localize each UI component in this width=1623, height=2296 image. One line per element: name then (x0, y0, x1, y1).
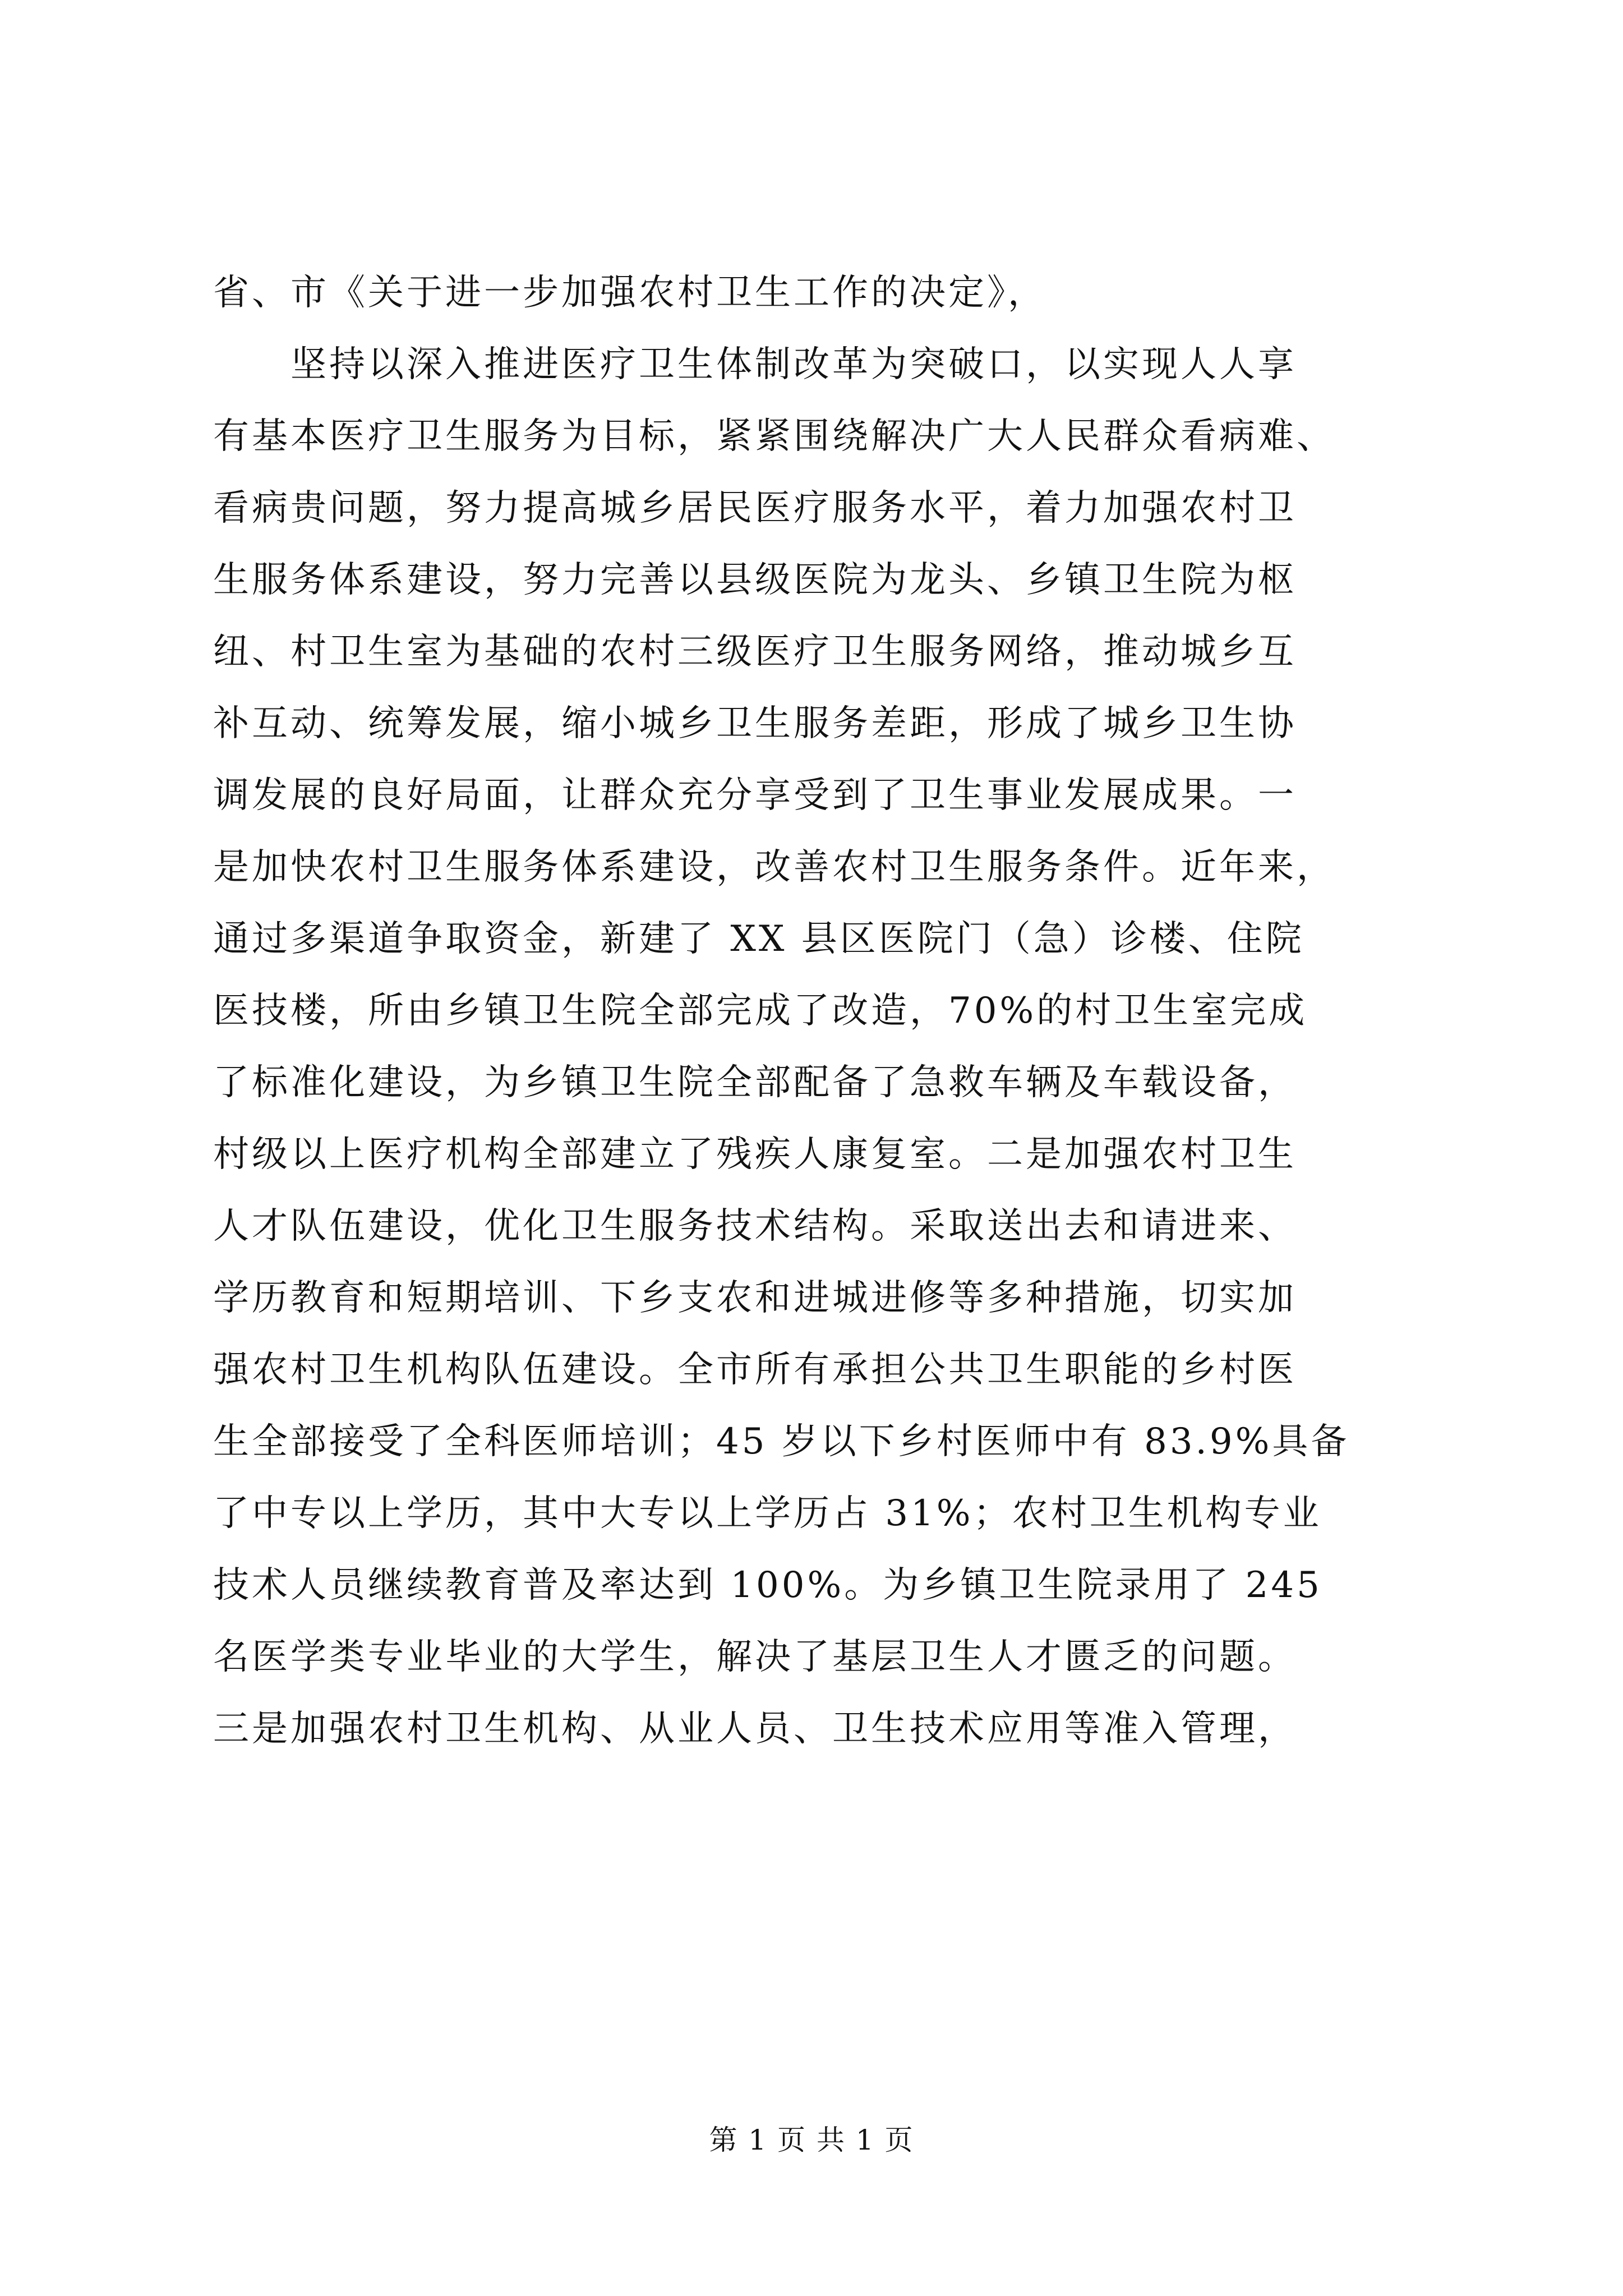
text-line: 医技楼，所由乡镇卫生院全部完成了改造，70%的村卫生室完成 (213, 990, 1308, 1032)
text-line: 通过多渠道争取资金，新建了 XX 县区医院门（急）诊楼、住院 (213, 918, 1304, 960)
text-line: 调发展的良好局面，让群众充分享受到了卫生事业发展成果。一 (213, 775, 1297, 816)
text-line: 补互动、统筹发展，缩小城乡卫生服务差距，形成了城乡卫生协 (213, 703, 1297, 744)
text-line: 是加快农村卫生服务体系建设，改善农村卫生服务条件。近年来， (213, 846, 1335, 888)
text-line: 生全部接受了全科医师培训；45 岁以下乡村医师中有 83.9%具备 (213, 1421, 1350, 1462)
text-line: 了标准化建设，为乡镇卫生院全部配备了急救车辆及车载设备， (213, 1062, 1297, 1103)
page-number-footer: 第 1 页 共 1 页 (709, 2124, 914, 2156)
text-line: 村级以上医疗机构全部建立了残疾人康复室。二是加强农村卫生 (213, 1134, 1297, 1175)
document-body (213, 257, 1492, 1765)
text-line: 三是加强农村卫生机构、从业人员、卫生技术应用等准入管理， (213, 1708, 1297, 1750)
text-line: 学历教育和短期培训、下乡支农和进城进修等多种措施，切实加 (213, 1277, 1297, 1319)
text-line: 坚持以深入推进医疗卫生体制改革为突破口，以实现人人享 (213, 344, 1297, 385)
text-line: 纽、村卫生室为基础的农村三级医疗卫生服务网络，推动城乡互 (213, 631, 1297, 673)
text-line: 生服务体系建设，努力完善以县级医院为龙头、乡镇卫生院为枢 (213, 559, 1297, 601)
text-line: 名医学类专业毕业的大学生，解决了基层卫生人才匮乏的问题。 (213, 1636, 1297, 1678)
text-line: 人才队伍建设，优化卫生服务技术结构。采取送出去和请进来、 (213, 1205, 1297, 1247)
text-line: 省、市《关于进一步加强农村卫生工作的决定》， (213, 272, 1046, 314)
text-line: 强农村卫生机构队伍建设。全市所有承担公共卫生职能的乡村医 (213, 1349, 1297, 1391)
text-line: 了中专以上学历，其中大专以上学历占 31%；农村卫生机构专业 (213, 1493, 1322, 1534)
text-line: 看病贵问题，努力提高城乡居民医疗服务水平，着力加强农村卫 (213, 487, 1297, 529)
text-line: 有基本医疗卫生服务为目标，紧紧围绕解决广大人民群众看病难、 (213, 416, 1335, 457)
text-line: 技术人员继续教育普及率达到 100%。为乡镇卫生院录用了 245 (213, 1565, 1322, 1606)
